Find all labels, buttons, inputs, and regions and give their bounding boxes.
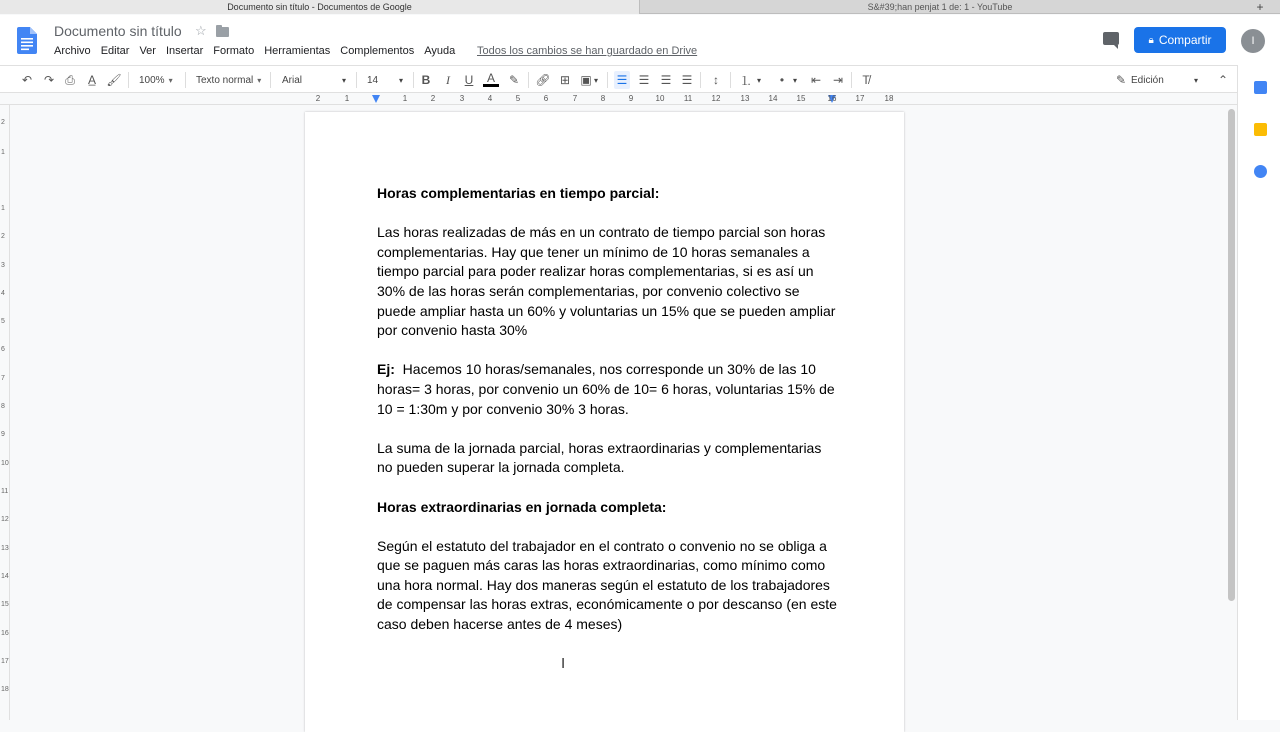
heading-jornada-completa: Horas extraordinarias en jornada completa: xyxy=(377,498,667,515)
vruler-number: 8 xyxy=(1,403,5,410)
toolbar-divider xyxy=(356,72,357,88)
example-label: Ej: xyxy=(377,361,395,378)
ruler-number: 10 xyxy=(655,94,665,103)
vruler-number: 6 xyxy=(1,346,5,353)
format-toolbar xyxy=(0,65,1237,93)
vruler-number: 4 xyxy=(1,290,5,297)
ruler-number: 2 xyxy=(430,94,436,103)
ruler-number: 9 xyxy=(628,94,634,103)
folder-icon[interactable] xyxy=(216,27,229,37)
example-text: Hacemos 10 horas/semanales, nos corresponde un 30% de las 10 horas= 3 horas, por convenio un 60% de 10= 6 horas, voluntarias 15% de 10 = 1:30m y por convenio 30% 3 horas. xyxy=(377,361,839,417)
vertical-scrollbar[interactable] xyxy=(1226,105,1237,720)
calendar-icon[interactable] xyxy=(1254,81,1267,94)
ruler-number: 8 xyxy=(600,94,606,103)
menu-ver[interactable]: Ver xyxy=(139,45,156,57)
ruler-number: 5 xyxy=(515,94,521,103)
align-center-icon[interactable]: ☰ xyxy=(638,73,650,87)
menu-herramientas[interactable]: Herramientas xyxy=(264,45,331,57)
chevron-down-icon[interactable]: ▾ xyxy=(793,75,798,85)
lock-icon: 🔒︎ xyxy=(1148,34,1154,46)
collapse-icon[interactable]: ⌃ xyxy=(1217,73,1229,87)
paint-format-icon[interactable]: 🖌︎ xyxy=(106,73,122,87)
menu-insertar[interactable]: Insertar xyxy=(165,45,204,57)
vruler-number: 1 xyxy=(1,205,5,212)
paragraph-style-select[interactable]: Texto normal ▾ xyxy=(196,71,264,89)
numbered-list-icon[interactable]: ⒈ xyxy=(739,73,752,88)
text-cursor-icon: I xyxy=(561,655,566,672)
font-select[interactable]: Arial xyxy=(282,74,303,86)
new-tab-button[interactable]: + xyxy=(1256,0,1264,14)
redo-icon[interactable]: ↷ xyxy=(43,73,55,87)
font-size-select[interactable]: 14 xyxy=(367,74,379,86)
toolbar-divider xyxy=(607,72,608,88)
toolbar-divider xyxy=(128,72,129,88)
justify-icon[interactable]: ☰ xyxy=(681,73,693,87)
browser-tab-strip xyxy=(0,0,1280,14)
ruler-number: 11 xyxy=(683,94,693,103)
increase-indent-icon[interactable]: ⇥ xyxy=(832,73,844,87)
star-icon[interactable]: ☆ xyxy=(195,23,207,38)
menu-complementos[interactable]: Complementos xyxy=(340,45,415,57)
chevron-down-icon[interactable]: ▾ xyxy=(399,75,404,85)
underline-icon[interactable]: U xyxy=(464,73,474,87)
chevron-down-icon[interactable]: ▾ xyxy=(1194,75,1199,85)
vruler-number: 13 xyxy=(1,545,9,552)
vruler-number: 2 xyxy=(1,119,5,126)
ruler-number: 2 xyxy=(315,94,321,103)
paragraph-example xyxy=(377,360,837,419)
vruler-number: 14 xyxy=(1,573,9,580)
vruler-number: 15 xyxy=(1,601,9,608)
comment-add-icon[interactable]: ⊞ xyxy=(559,73,571,87)
paragraph-estatuto: Según el estatuto del trabajador en el contrato o convenio no se obliga a que se paguen más caras las horas extraordinarias, como mínimo como una hora normal. Hay dos maneras según el estatuto de los trabajadores de compensar las horas extras, económicamente o por descanso (en este caso deben hacerse antes de 4 meses) xyxy=(377,537,837,633)
ruler-number: 15 xyxy=(796,94,806,103)
vruler-number: 12 xyxy=(1,516,9,523)
toolbar-divider xyxy=(851,72,852,88)
share-button[interactable] xyxy=(1134,27,1226,53)
browser-tab-docs[interactable]: Documento sin título - Documentos de Google xyxy=(0,0,640,14)
toolbar-divider xyxy=(413,72,414,88)
comments-icon[interactable] xyxy=(1103,32,1119,45)
clear-format-icon[interactable]: T̸ xyxy=(862,73,870,87)
menu-editar[interactable]: Editar xyxy=(100,45,130,57)
ruler-number: 1 xyxy=(344,94,350,103)
horizontal-ruler[interactable] xyxy=(0,93,1237,105)
ruler-number: 13 xyxy=(740,94,750,103)
paragraph-horas-complementarias: Las horas realizadas de más en un contrato de tiempo parcial son horas complementarias. Hay que tener un mínimo de 10 horas semanales a tiempo parcial para poder realizar horas complementarias, si es así un 30% de las horas serán complementarias, por convenio colectivo se puede ampliar hasta un 60% y voluntarias un 15% que se pueden ampliar por convenio hasta 30% xyxy=(377,224,836,339)
vruler-number: 17 xyxy=(1,658,9,665)
chevron-down-icon[interactable]: ▾ xyxy=(757,75,762,85)
align-right-icon[interactable]: ☰ xyxy=(660,73,672,87)
document-body[interactable] xyxy=(377,184,837,654)
docs-header xyxy=(0,15,1280,65)
toolbar-divider xyxy=(700,72,701,88)
vruler-number: 11 xyxy=(1,488,9,495)
tasks-icon[interactable] xyxy=(1254,165,1267,178)
decrease-indent-icon[interactable]: ⇤ xyxy=(810,73,822,87)
italic-icon[interactable]: I xyxy=(446,72,450,87)
toolbar-divider xyxy=(730,72,731,88)
print-icon[interactable]: ⎙ xyxy=(65,72,75,87)
toolbar-divider xyxy=(270,72,271,88)
vruler-number: 9 xyxy=(1,431,5,438)
paragraph-suma-jornada: La suma de la jornada parcial, horas extraordinarias y complementarias no pueden superar la jornada completa. xyxy=(377,439,822,476)
chevron-down-icon[interactable]: ▾ xyxy=(342,75,347,85)
docs-logo-icon[interactable] xyxy=(17,27,37,54)
ruler-number: 7 xyxy=(572,94,578,103)
ruler-scale xyxy=(305,94,905,104)
image-icon[interactable]: ▣ xyxy=(580,73,592,87)
vruler-number: 10 xyxy=(1,460,9,467)
vruler-number: 5 xyxy=(1,318,5,325)
highlight-icon[interactable]: ✎ xyxy=(508,73,520,87)
scrollbar-thumb[interactable] xyxy=(1228,109,1235,601)
heading-tiempo-parcial: Horas complementarias en tiempo parcial: xyxy=(377,185,660,201)
bulleted-list-icon[interactable]: • xyxy=(779,73,785,87)
mode-select[interactable]: Edición xyxy=(1131,74,1164,86)
menu-archivo[interactable]: Archivo xyxy=(54,45,91,57)
ruler-number: 4 xyxy=(487,94,493,103)
line-spacing-icon[interactable]: ↕ xyxy=(713,73,719,87)
ruler-number: 18 xyxy=(884,94,894,103)
ruler-number: 6 xyxy=(543,94,549,103)
ruler-number: 16 xyxy=(827,94,837,103)
vertical-ruler[interactable] xyxy=(0,105,10,720)
ruler-number: 17 xyxy=(855,94,865,103)
text-color-icon[interactable]: A xyxy=(483,71,499,87)
toolbar-divider xyxy=(185,72,186,88)
vruler-number: 1 xyxy=(1,149,5,156)
align-left-icon[interactable]: ☰ xyxy=(614,71,630,89)
save-status[interactable]: Todos los cambios se han guardado en Drive xyxy=(477,45,698,57)
avatar[interactable]: I xyxy=(1241,29,1265,53)
vruler-number: 2 xyxy=(1,233,5,240)
spellcheck-icon[interactable]: A̲ xyxy=(87,73,96,87)
zoom-select[interactable]: 100% ▾ xyxy=(139,71,179,89)
vruler-number: 18 xyxy=(1,686,9,693)
browser-tab-youtube[interactable]: S&#39;han penjat 1 de: 1 - YouTube xyxy=(867,2,1013,12)
document-page[interactable] xyxy=(305,112,904,732)
link-icon[interactable]: 🔗︎ xyxy=(535,73,551,87)
pencil-icon: ✎ xyxy=(1115,73,1127,87)
chevron-down-icon[interactable]: ▾ xyxy=(594,75,599,85)
menu-ayuda[interactable]: Ayuda xyxy=(424,45,456,57)
ruler-number: 1 xyxy=(402,94,408,103)
vruler-number: 7 xyxy=(1,375,5,382)
ruler-number: 12 xyxy=(711,94,721,103)
vruler-number: 16 xyxy=(1,630,9,637)
side-panel xyxy=(1237,65,1280,720)
keep-icon[interactable] xyxy=(1254,123,1267,136)
ruler-number: 3 xyxy=(459,94,465,103)
left-indent-marker[interactable] xyxy=(372,95,380,103)
toolbar-divider xyxy=(528,72,529,88)
menu-bar xyxy=(54,45,465,57)
share-label: Compartir xyxy=(1158,33,1212,47)
undo-icon[interactable]: ↶ xyxy=(21,73,33,87)
bold-icon[interactable]: B xyxy=(421,73,431,87)
ruler-number: 14 xyxy=(768,94,778,103)
vruler-number: 3 xyxy=(1,262,5,269)
document-title[interactable]: Documento sin título xyxy=(54,23,182,39)
menu-formato[interactable]: Formato xyxy=(213,45,255,57)
